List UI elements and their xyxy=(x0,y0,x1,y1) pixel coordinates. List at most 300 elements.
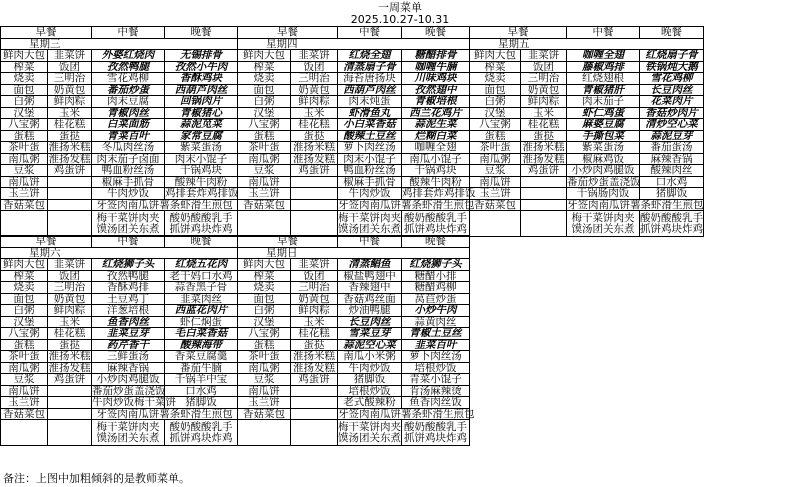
breakfast-item-b: 奶黄包 xyxy=(291,84,338,96)
breakfast-item-b: 三明治 xyxy=(291,73,338,85)
lunch-item: 红烧翅根 xyxy=(567,73,640,85)
breakfast-item-a: 汉堡 xyxy=(238,107,291,119)
dinner-item: 酸辣肉丝 xyxy=(640,165,704,177)
dinner-item: 猪脚饭 xyxy=(165,397,238,409)
breakfast-label: 早餐 xyxy=(1,27,92,39)
dinner-item: 孜然小牛肉 xyxy=(165,61,238,73)
dinner-label: 晚餐 xyxy=(640,27,704,39)
dinner-item: 孜然翅中 xyxy=(402,84,470,96)
dinner-item: 家常豆腐 xyxy=(165,130,238,142)
breakfast-item-b xyxy=(291,176,338,188)
breakfast-item-a: 榨菜 xyxy=(470,61,521,73)
breakfast-item-a: 南瓜饼 xyxy=(238,176,291,188)
footnote: 备注：上图中加粗倾斜的是教师菜单。 xyxy=(3,472,190,485)
breakfast-item-b: 鸡蛋饼 xyxy=(291,374,338,386)
breakfast-item-a: 榨菜 xyxy=(1,270,48,282)
lunch-item: 鸭血粉丝汤 xyxy=(338,165,402,177)
day-row xyxy=(1,38,704,50)
dinner-item: 青椒土豆丝 xyxy=(402,328,470,340)
dinner-item: 韭菜肉丝 xyxy=(165,293,238,305)
breakfast-item-a: 白粥 xyxy=(470,96,521,108)
dinner-item: 酸奶酸酸乳手抓饼鸡块炸鸡 xyxy=(165,211,238,237)
lunch-item: 香辣翅中 xyxy=(338,282,402,294)
lunch-item: 培根炒饭 xyxy=(338,385,402,397)
dinner-item: 蒜泥生菜 xyxy=(402,119,470,131)
breakfast-item-b: 鲜肉粽 xyxy=(48,305,92,317)
menu-row xyxy=(1,96,704,108)
lunch-item: 西葫芦肉丝 xyxy=(338,84,402,96)
day-label: 星期四 xyxy=(238,38,470,50)
dinner-item: 香酥鸡块 xyxy=(165,73,238,85)
dinner-item: 长豆肉丝 xyxy=(640,84,704,96)
lunch-item: 紫菜蛋汤 xyxy=(567,142,640,154)
dinner-item: 西蓝花肉片 xyxy=(165,305,238,317)
dinner-item: 糖醋排骨 xyxy=(402,50,470,62)
lunch-item: 麻婆豆腐 xyxy=(567,119,640,131)
day-label: 星期日 xyxy=(238,247,470,259)
dinner-item: 青菜小馄子 xyxy=(402,374,470,386)
dinner-item: 香菇炒肉片 xyxy=(640,107,704,119)
dinner-item: 麻辣香锅 xyxy=(640,153,704,165)
breakfast-item-a: 豆浆 xyxy=(470,165,521,177)
dinner-item: 川味鸡块 xyxy=(402,73,470,85)
lunch-item: 番茄炒蛋盖浇饭 xyxy=(92,384,166,397)
menu-row xyxy=(1,84,704,96)
dinner-item: 酸奶酸酸乳手抓饼鸡块炸鸡 xyxy=(640,211,703,235)
breakfast-item-a: 南瓜粥 xyxy=(1,153,48,165)
dinner-item: 南瓜小馄子 xyxy=(402,153,470,165)
breakfast-item-a xyxy=(1,211,48,237)
breakfast-item-a: 香菇菜包 xyxy=(1,408,48,420)
menu-row xyxy=(1,165,704,177)
breakfast-item-b xyxy=(521,211,567,237)
breakfast-item-b xyxy=(291,420,338,446)
menu-row xyxy=(1,282,470,294)
menu-row xyxy=(1,211,704,237)
dinner-item: 老干妈口水鸡 xyxy=(165,270,238,282)
breakfast-item-b xyxy=(521,188,567,200)
lunch-item: 清蒸鲳鱼 xyxy=(338,259,402,271)
lunch-label: 中餐 xyxy=(92,27,165,39)
breakfast-item-b: 玉米 xyxy=(291,316,338,328)
dinner-item: 糖醋小排 xyxy=(402,270,470,282)
breakfast-item-b: 蛋挞 xyxy=(291,130,338,142)
menu-row xyxy=(1,408,470,420)
dinner-item: 蒜黄肉丝 xyxy=(402,316,470,328)
breakfast-item-a: 面包 xyxy=(1,84,48,96)
lunch-item: 牛肉炒饭 xyxy=(338,188,402,200)
menu-row xyxy=(1,374,470,386)
dinner-item: 西兰花鸡片 xyxy=(402,107,470,119)
lunch-item: 藤椒鸡排 xyxy=(567,61,640,73)
dinner-item: 红烧狮子头 xyxy=(402,259,470,271)
dinner-item: 干锅鸡块 xyxy=(165,165,238,177)
dinner-item: 清炒空心菜 xyxy=(640,119,704,131)
breakfast-item-a: 面包 xyxy=(1,293,48,305)
breakfast-item-a xyxy=(238,420,291,446)
dinner-item: 培根炒饭 xyxy=(402,362,470,374)
lunch-item: 冬瓜肉丝汤 xyxy=(92,142,165,154)
bottom-menu-table xyxy=(0,235,475,446)
breakfast-item-a: 南瓜饼 xyxy=(1,176,48,188)
breakfast-item-a: 八宝粥 xyxy=(1,328,48,340)
breakfast-item-a: 香菇菜包 xyxy=(1,199,48,211)
lunch-item: 番茄炒蛋 xyxy=(92,84,165,96)
lunch-item: 牙签肉南瓜饼薯条虾滑生煎包 xyxy=(338,407,475,420)
dinner-item: 花菜肉片 xyxy=(640,96,704,108)
breakfast-item-b: 三明治 xyxy=(48,282,92,294)
lunch-item: 虾仁鸡蛋 xyxy=(567,107,640,119)
dinner-item: 青椒猪心 xyxy=(165,107,238,119)
breakfast-item-b: 韭菜饼 xyxy=(291,259,338,271)
breakfast-item-a: 白粥 xyxy=(1,305,48,317)
lunch-item: 老式酸辣粉 xyxy=(338,397,402,409)
breakfast-item-a: 鲜肉大包 xyxy=(238,259,291,271)
breakfast-item-b xyxy=(48,188,92,200)
breakfast-item-a: 面包 xyxy=(238,84,291,96)
breakfast-item-a: 鲜肉大包 xyxy=(238,50,291,62)
lunch-item: 牛肉炒饭梅干菜饼 xyxy=(92,396,176,409)
dinner-label: 晚餐 xyxy=(402,236,470,248)
lunch-item: 梅干菜饼肉夹馍汤团关东煮 xyxy=(338,211,401,235)
lunch-item: 南瓜小米粥 xyxy=(338,351,402,363)
dinner-item: 猪脚饭 xyxy=(640,188,704,200)
lunch-item: 小炒肉鸡腿饭 xyxy=(92,374,165,386)
menu-row xyxy=(1,50,704,62)
breakfast-item-a: 蛋糕 xyxy=(238,130,291,142)
breakfast-item-b: 三明治 xyxy=(521,73,567,85)
menu-row xyxy=(1,188,704,200)
dinner-item: 酸辣海带 xyxy=(165,339,238,351)
dinner-item: 无锡排骨 xyxy=(165,50,238,62)
breakfast-item-b: 鸡蛋饼 xyxy=(291,165,338,177)
breakfast-item-b xyxy=(48,199,92,211)
dinner-item: 紫菜蛋汤 xyxy=(165,142,238,154)
lunch-item: 肉末炖蛋 xyxy=(338,96,402,108)
breakfast-item-a: 八宝粥 xyxy=(238,119,291,131)
dinner-item: 肉末小馄子 xyxy=(165,153,238,165)
dinner-item: 酸奶酸酸乳手抓饼鸡块炸鸡 xyxy=(402,211,470,237)
breakfast-item-b xyxy=(48,408,92,420)
dinner-item: 红烧扇子骨 xyxy=(640,50,704,62)
lunch-item: 肉末茄子卤面 xyxy=(92,153,165,165)
lunch-item: 药芹香干 xyxy=(92,339,165,351)
breakfast-item-b: 饭团 xyxy=(291,61,338,73)
breakfast-item-a: 汉堡 xyxy=(238,316,291,328)
lunch-item: 小白菜香菇 xyxy=(338,119,402,131)
lunch-item: 牙签肉南瓜饼薯条虾滑生煎包 xyxy=(92,408,238,420)
breakfast-item-b xyxy=(291,211,338,237)
dinner-item: 口水鸡 xyxy=(640,176,704,188)
breakfast-item-b: 玉米 xyxy=(48,107,92,119)
dinner-label: 晚餐 xyxy=(165,27,238,39)
breakfast-item-b xyxy=(48,385,92,397)
lunch-item: 鱼香肉丝 xyxy=(92,316,165,328)
dinner-item: 蒜香黑子骨 xyxy=(165,282,238,294)
menu-row xyxy=(1,270,470,282)
breakfast-item-a: 鲜肉大包 xyxy=(1,259,48,271)
breakfast-item-a: 香菇菜包 xyxy=(238,199,291,211)
lunch-item: 孜然鸭腿 xyxy=(92,61,165,73)
breakfast-item-a: 八宝粥 xyxy=(238,328,291,340)
breakfast-item-b: 鸡蛋饼 xyxy=(48,374,92,386)
menu-row xyxy=(1,339,470,351)
lunch-item: 牙签肉南瓜饼薯条虾滑生煎包 xyxy=(92,199,238,211)
breakfast-item-a: 豆浆 xyxy=(1,374,48,386)
breakfast-item-a: 玉兰饼 xyxy=(238,188,291,200)
breakfast-item-b: 鲜肉粽 xyxy=(521,96,567,108)
dinner-item: 韭菜百叶 xyxy=(402,339,470,351)
lunch-item: 红烧全翅 xyxy=(338,50,402,62)
dinner-item: 番茄蛋汤 xyxy=(640,142,704,154)
breakfast-item-b: 韭菜饼 xyxy=(291,50,338,62)
breakfast-item-a: 白粥 xyxy=(1,96,48,108)
day-row xyxy=(1,247,470,259)
dinner-item: 蒜泥苋菜 xyxy=(165,119,238,131)
page-title: 一周菜单 xyxy=(378,1,422,14)
breakfast-item-a: 茶叶蛋 xyxy=(1,351,48,363)
lunch-item: 雪菜豆芽 xyxy=(338,328,402,340)
dinner-item: 红烧五花肉 xyxy=(165,259,238,271)
lunch-item: 牙签肉南瓜饼薯条虾滑生煎包 xyxy=(338,198,475,211)
lunch-item: 椒麻手抓骨 xyxy=(92,176,165,188)
lunch-item: 梅干菜饼肉夹馍汤团关东煮 xyxy=(92,211,165,237)
lunch-item: 香酥鸡排 xyxy=(92,282,165,294)
lunch-item: 梅干菜饼肉夹馍汤团关东煮 xyxy=(92,420,165,446)
dinner-item: 回锅肉片 xyxy=(165,96,238,108)
breakfast-item-b: 玉米 xyxy=(521,107,567,119)
breakfast-item-a: 蛋糕 xyxy=(1,339,48,351)
lunch-item: 炒油鸭腿 xyxy=(338,305,402,317)
breakfast-item-a: 鲜肉大包 xyxy=(1,50,48,62)
breakfast-item-a: 面包 xyxy=(470,84,521,96)
dinner-item: 肯汤麻辣烫 xyxy=(402,385,470,397)
breakfast-item-a: 茶叶蛋 xyxy=(470,142,521,154)
meal-header-row xyxy=(1,27,704,39)
breakfast-item-b: 淮扬发糕 xyxy=(48,361,91,374)
breakfast-item-b xyxy=(291,385,338,397)
breakfast-item-a: 汉堡 xyxy=(470,107,521,119)
breakfast-item-b: 蛋挞 xyxy=(291,339,338,351)
menu-row xyxy=(1,293,470,305)
lunch-item: 外婆红烧肉 xyxy=(92,50,165,62)
breakfast-item-b: 韭菜饼 xyxy=(48,50,92,62)
breakfast-item-b xyxy=(521,199,567,211)
breakfast-item-b: 韭菜饼 xyxy=(48,259,92,271)
breakfast-item-a: 烧卖 xyxy=(1,73,48,85)
breakfast-item-a: 烧卖 xyxy=(238,282,291,294)
lunch-item: 红烧狮子头 xyxy=(92,259,165,271)
dinner-item: 酸辣牛肉粉 xyxy=(165,176,238,188)
menu-row xyxy=(1,259,470,271)
dinner-item: 小炒牛肉 xyxy=(402,305,470,317)
breakfast-item-b: 淮扬米糕 xyxy=(522,141,565,154)
lunch-item: 雪花鸡柳 xyxy=(92,73,165,85)
breakfast-item-b xyxy=(48,176,92,188)
lunch-item: 蒜泥空心菜 xyxy=(338,339,402,351)
dinner-item: 糖醋鸡柳 xyxy=(402,282,470,294)
lunch-item: 牙签肉南瓜饼薯条虾滑生煎包 xyxy=(567,198,704,211)
breakfast-item-a: 南瓜粥 xyxy=(1,362,48,374)
meal-header-row xyxy=(1,236,470,248)
breakfast-item-b: 韭菜饼 xyxy=(521,50,567,62)
breakfast-item-a: 八宝粥 xyxy=(1,119,48,131)
breakfast-item-b: 淮扬米糕 xyxy=(48,350,91,363)
lunch-item: 韭菜豆芽 xyxy=(92,328,165,340)
breakfast-item-a: 香菇菜包 xyxy=(238,408,291,420)
lunch-item: 清蒸扇子骨 xyxy=(338,61,402,73)
menu-row xyxy=(1,130,704,142)
breakfast-item-b: 鸡蛋饼 xyxy=(48,165,92,177)
breakfast-item-b: 鸡蛋饼 xyxy=(521,165,567,177)
lunch-item: 萝卜肉丝汤 xyxy=(338,142,402,154)
dinner-item: 酸奶酸酸乳手抓饼鸡块炸鸡 xyxy=(402,420,470,446)
breakfast-item-b: 玉米 xyxy=(291,107,338,119)
lunch-item: 三鲜蛋汤 xyxy=(92,351,165,363)
dinner-item: 虾仁焖蛋 xyxy=(165,316,238,328)
lunch-label: 中餐 xyxy=(338,27,402,39)
lunch-item: 麻辣香锅 xyxy=(92,362,165,374)
dinner-label: 晚餐 xyxy=(402,27,470,39)
breakfast-item-a: 蛋糕 xyxy=(1,130,48,142)
breakfast-item-b: 玉米 xyxy=(48,316,92,328)
breakfast-item-a: 南瓜饼 xyxy=(1,385,48,397)
dinner-item: 咖喱全翅 xyxy=(402,142,470,154)
breakfast-label: 早餐 xyxy=(238,236,338,248)
lunch-item: 番茄炒蛋盖浇饭 xyxy=(567,175,641,188)
dinner-item: 铁锅炖大鹅 xyxy=(640,61,704,73)
breakfast-item-a: 烧卖 xyxy=(470,73,521,85)
breakfast-item-b: 三明治 xyxy=(291,282,338,294)
dinner-item: 蒜泥豆芽 xyxy=(640,130,704,142)
breakfast-item-a: 汉堡 xyxy=(1,107,48,119)
breakfast-item-b: 淮扬发糕 xyxy=(291,362,338,374)
dinner-item: 鱼香肉丝饭 xyxy=(402,397,470,409)
breakfast-item-b xyxy=(291,397,338,409)
breakfast-item-b: 奶黄包 xyxy=(291,293,338,305)
lunch-item: 青菜百叶 xyxy=(92,130,165,142)
breakfast-item-a: 鲜肉大包 xyxy=(470,50,521,62)
breakfast-item-b xyxy=(521,176,567,188)
breakfast-item-a: 玉兰饼 xyxy=(1,397,48,409)
breakfast-item-a xyxy=(238,211,291,237)
dinner-item: 雪花鸡柳 xyxy=(640,73,704,85)
lunch-item: 肉末小馄子 xyxy=(338,153,402,165)
lunch-item: 肉末豆腐 xyxy=(92,96,165,108)
day-label: 星期五 xyxy=(470,38,704,50)
dinner-item: 西葫芦肉丝 xyxy=(165,84,238,96)
dinner-item: 千锅羊中宝 xyxy=(165,374,238,386)
breakfast-item-b: 淮扬发糕 xyxy=(522,152,565,165)
breakfast-item-a: 蛋糕 xyxy=(238,339,291,351)
breakfast-item-b: 鲜肉粽 xyxy=(291,305,338,317)
lunch-item: 干锅肠肉饭 xyxy=(567,188,640,200)
dinner-item: 鸡排套炸鸡排饭 xyxy=(165,187,239,200)
breakfast-item-a: 豆浆 xyxy=(238,374,291,386)
lunch-item: 孜然鸭腿 xyxy=(92,270,165,282)
breakfast-item-a: 面包 xyxy=(238,293,291,305)
breakfast-item-b: 淮扬发糕 xyxy=(48,152,91,165)
lunch-item: 白菜面筋 xyxy=(92,119,165,131)
lunch-label: 中餐 xyxy=(92,236,165,248)
breakfast-item-a: 烧卖 xyxy=(1,282,48,294)
breakfast-item-b: 桂花糕 xyxy=(48,119,92,131)
menu-row xyxy=(1,119,704,131)
breakfast-item-b xyxy=(291,199,338,211)
breakfast-item-b xyxy=(291,188,338,200)
breakfast-item-b: 桂花糕 xyxy=(291,328,338,340)
dinner-item: 干锅鸡块 xyxy=(402,165,470,177)
breakfast-item-a: 玉兰饼 xyxy=(238,397,291,409)
lunch-item: 土豆鸡丁 xyxy=(92,293,165,305)
menu-row xyxy=(1,199,704,211)
dinner-item: 萝卜肉丝汤 xyxy=(402,351,470,363)
dinner-item: 莴苣炒蛋 xyxy=(402,293,470,305)
menu-row xyxy=(1,61,704,73)
lunch-item: 小炒肉鸡腿饭 xyxy=(567,165,640,177)
day-label: 星期三 xyxy=(1,38,238,50)
dinner-item: 毛白菜香菇 xyxy=(165,328,238,340)
breakfast-item-b: 桂花糕 xyxy=(291,119,338,131)
menu-row xyxy=(1,305,470,317)
breakfast-item-a: 烧卖 xyxy=(238,73,291,85)
breakfast-item-b: 奶黄包 xyxy=(521,84,567,96)
lunch-label: 中餐 xyxy=(567,27,640,39)
dinner-item: 青椒培根 xyxy=(402,96,470,108)
lunch-item: 猪脚饭 xyxy=(338,374,402,386)
dinner-item: 香菜豆腐羹 xyxy=(165,351,238,363)
lunch-item: 梅干菜饼肉夹馍汤团关东煮 xyxy=(338,420,401,444)
top-menu-table xyxy=(0,26,704,237)
lunch-item: 虾滑鱼丸 xyxy=(338,107,402,119)
date-range: 2025.10.27-10.31 xyxy=(350,13,450,26)
lunch-item: 梅干菜饼肉夹馍汤团关东煮 xyxy=(567,211,640,237)
dinner-item: 烂糊白菜 xyxy=(402,130,470,142)
breakfast-item-a: 香菇菜包 xyxy=(470,199,521,211)
lunch-item: 长豆肉丝 xyxy=(338,316,402,328)
breakfast-item-a: 茶叶蛋 xyxy=(1,142,48,154)
menu-row xyxy=(1,73,704,85)
breakfast-label: 早餐 xyxy=(470,27,567,39)
breakfast-item-a xyxy=(1,420,48,446)
lunch-item: 椒盐鸭翅中 xyxy=(338,270,402,282)
breakfast-item-b: 饭团 xyxy=(48,61,92,73)
lunch-item: 牛肉炒饭 xyxy=(338,362,402,374)
breakfast-item-b: 淮扬米糕 xyxy=(48,141,91,154)
lunch-item: 手撕包菜 xyxy=(567,130,640,142)
menu-row xyxy=(1,142,704,154)
breakfast-item-b: 三明治 xyxy=(48,73,92,85)
menu-row xyxy=(1,397,470,409)
breakfast-item-b: 淮扬米糕 xyxy=(291,142,338,154)
breakfast-item-b: 蛋挞 xyxy=(48,339,92,351)
breakfast-item-a: 南瓜粥 xyxy=(470,153,521,165)
breakfast-item-a: 南瓜饼 xyxy=(470,176,521,188)
breakfast-item-b xyxy=(48,211,92,237)
lunch-item: 牛肉炒饭 xyxy=(92,188,165,200)
breakfast-item-b: 奶黄包 xyxy=(48,293,92,305)
breakfast-item-a: 豆浆 xyxy=(238,165,291,177)
breakfast-item-b: 饭团 xyxy=(291,270,338,282)
breakfast-item-a: 蛋糕 xyxy=(470,130,521,142)
menu-row xyxy=(1,362,470,374)
dinner-item: 口水鸡 xyxy=(165,385,238,397)
breakfast-item-a: 茶叶蛋 xyxy=(238,351,291,363)
menu-row xyxy=(1,420,470,446)
lunch-item: 洋葱培根 xyxy=(92,305,165,317)
breakfast-item-a: 玉兰饼 xyxy=(1,188,48,200)
menu-row xyxy=(1,351,470,363)
